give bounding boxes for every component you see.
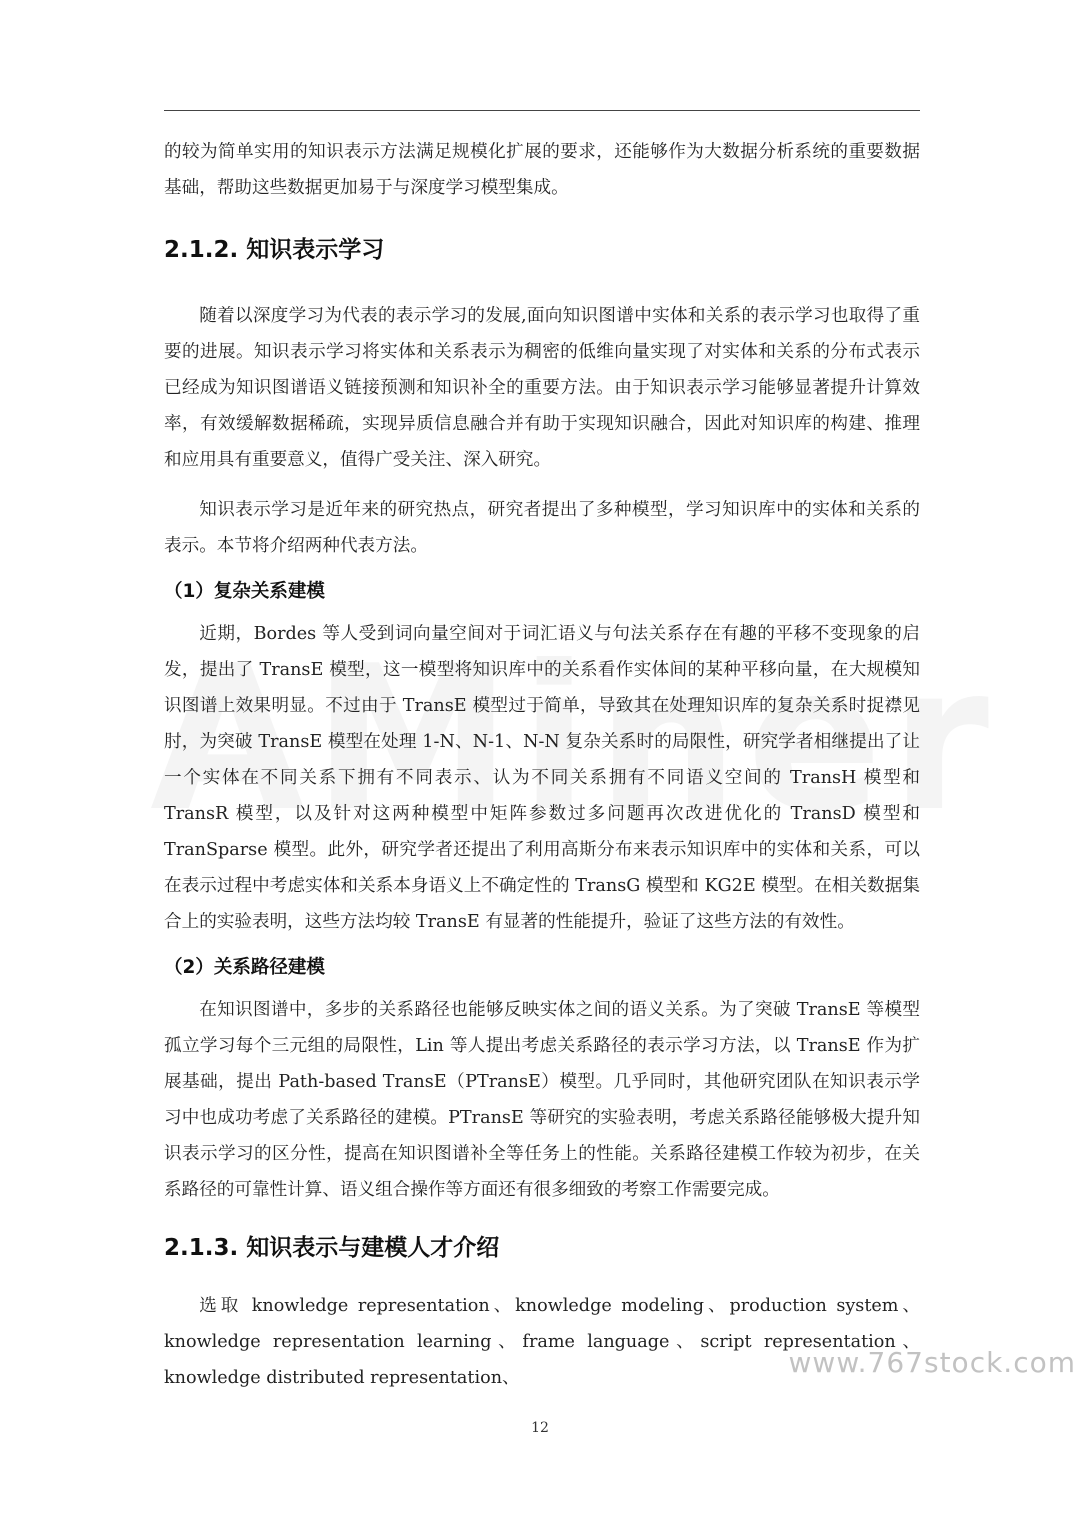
paragraph-transe-models: 近期，Bordes 等人受到词向量空间对于词汇语义与句法关系存在有趣的平移不变现象的启发，提出了 TransE 模型，这一模型将知识库中的关系看作实体间的某种平移向量，在大规模知识图谱上效果明显。不过由于 TransE 模型过于简单，导致其在处理知识库的复杂关系时捉襟见肘，为突破 TransE 模型在处理 1-N、N-1、N-N 复杂关系时的局限性，研究学者相继提出了让一个实体在不同关系下拥有不同表示、认为不同关系拥有不同语义空间的 TransH 模型和 TransR 模型，以及针对这两种模型中矩阵参数过多问题再次改进优化的 TransD 模型和 TranSparse 模型。此外，研究学者还提出了利用高斯分布来表示知识库中的实体和关系，可以在表示过程中考虑实体和关系本身语义上不确定性的 TransG 模型和 KG2E 模型。在相关数据集合上的实验表明，这些方法均较 TransE 有显著的性能提升，验证了这些方法的有效性。 — [164, 624, 920, 932]
section-heading-2-1-2: 2.1.2. 知识表示学习 — [164, 237, 385, 263]
paragraph-talent-selection: 选取 knowledge representation、knowledge modeling、production system、knowledge representation learning、frame language、script representation、knowledge distributed representation、 — [164, 1296, 920, 1388]
paragraph-representation-learning: 随着以深度学习为代表的表示学习的发展,面向知识图谱中实体和关系的表示学习也取得了重要的进展。知识表示学习将实体和关系表示为稠密的低维向量实现了对实体和关系的分布式表示已经成为知识图谱语义链接预测和知识补全的重要方法。由于知识表示学习能够显著提升计算效率，有效缓解数据稀疏，实现异质信息融合并有助于实现知识融合，因此对知识库的构建、推理和应用具有重要意义，值得广受关注、深入研究。 — [164, 306, 920, 470]
subheading-relation-path-modeling: （2）关系路径建模 — [164, 957, 325, 978]
site-watermark: www.767stock.com — [788, 1346, 1076, 1379]
header-rule — [164, 110, 920, 111]
paragraph-continuation: 的较为简单实用的知识表示方法满足规模化扩展的要求，还能够作为大数据分析系统的重要数据基础，帮助这些数据更加易于与深度学习模型集成。 — [164, 142, 920, 198]
paragraph-research-hotspot: 知识表示学习是近年来的研究热点，研究者提出了多种模型，学习知识库中的实体和关系的表示。本节将介绍两种代表方法。 — [164, 500, 920, 556]
page-body — [164, 130, 920, 1396]
page-number: 12 — [531, 1420, 549, 1436]
paragraph-ptranse: 在知识图谱中，多步的关系路径也能够反映实体之间的语义关系。为了突破 TransE 等模型孤立学习每个三元组的局限性，Lin 等人提出考虑关系路径的表示学习方法，以 TransE 作为扩展基础，提出 Path-based TransE（PTransE）模型。几乎同时，其他研究团队在知识表示学习中也成功考虑了关系路径的建模。PTransE 等研究的实验表明，考虑关系路径能够极大提升知识表示学习的区分性，提高在知识图谱补全等任务上的性能。关系路径建模工作较为初步，在关系路径的可靠性计算、语义组合操作等方面还有很多细致的考察工作需要完成。 — [164, 1000, 920, 1200]
subheading-complex-relation-modeling: （1）复杂关系建模 — [164, 581, 325, 602]
section-heading-2-1-3: 2.1.3. 知识表示与建模人才介绍 — [164, 1235, 500, 1261]
